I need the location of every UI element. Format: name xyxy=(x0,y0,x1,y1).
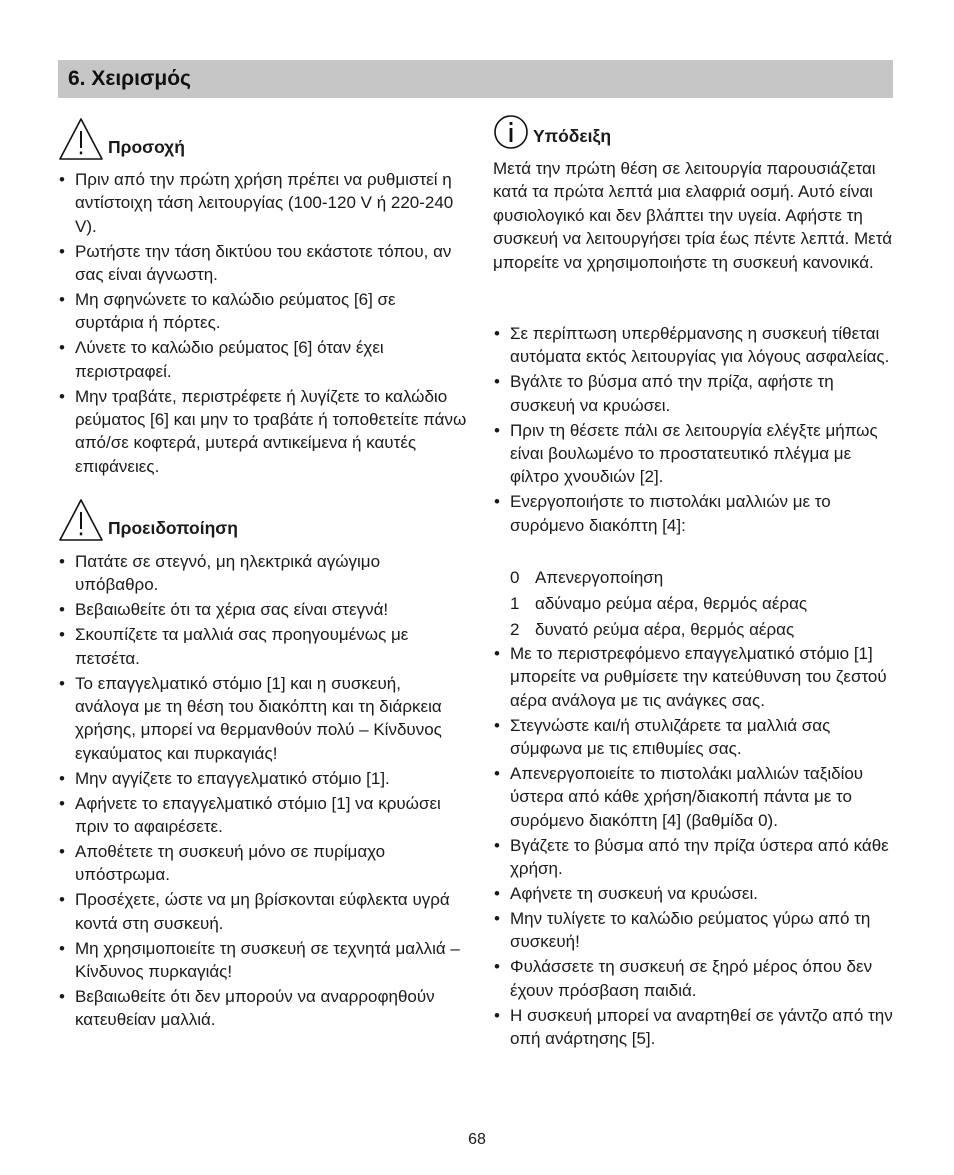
list-item: • Με το περιστρεφόμενο επαγγελματικό στόμιο [1] μπορείτε να ρυθμίσετε την κατεύθυνση του ζεστού αέρα ανάλογα με τις ανάγκες σας. xyxy=(493,642,898,712)
list-item: • Η συσκευή μπορεί να αναρτηθεί σε γάντζο από την οπή ανάρτησης [5]. xyxy=(493,1004,898,1051)
list-item: • Πριν τη θέσετε πάλι σε λειτουργία ελέγξτε μήπως είναι βουλωμένο το προστατευτικό πλέγμα με φίλτρο χνουδιών [2]. xyxy=(493,419,898,489)
list-item: • Ρωτήστε την τάση δικτύου του εκάστοτε τόπου, αν σας είναι άγνωστη. xyxy=(58,240,468,287)
list-item: • Βγάλτε το βύσμα από την πρίζα, αφήστε τη συσκευή να κρυώσει. xyxy=(493,370,898,417)
list-item: • Πατάτε σε στεγνό, μη ηλεκτρικά αγώγιμο υπόβαθρο. xyxy=(58,550,468,597)
list-item: • Μην τραβάτε, περιστρέφετε ή λυγίζετε το καλώδιο ρεύματος [6] και μην το τραβάτε ή τοποθετείτε πάνω από/σε κοφτερά, μυτερά αντικείμενα ή καυτές επιφάνειες. xyxy=(58,385,468,479)
note-list-continued xyxy=(493,642,898,1052)
page-number: 68 xyxy=(468,1131,486,1148)
list-item: • Πριν από την πρώτη χρήση πρέπει να ρυθμιστεί η αντίστοιχη τάση λειτουργίας (100-120 V ή 220-240 V). xyxy=(58,168,468,238)
warning-heading xyxy=(58,498,238,542)
note-list xyxy=(493,322,898,539)
list-item: • Μη χρησιμοποιείτε τη συσκευή σε τεχνητά μαλλιά – Κίνδυνος πυρκαγιάς! xyxy=(58,937,468,984)
list-item: • Μην αγγίζετε το επαγγελματικό στόμιο [1]. xyxy=(58,767,468,790)
list-item: • Αφήνετε τη συσκευή να κρυώσει. xyxy=(493,882,898,905)
list-item: • Το επαγγελματικό στόμιο [1] και η συσκευή, ανάλογα με τη θέση του διακόπτη και τη διάρκεια χρήσης, μπορεί να θερμανθούν πολύ – Κίνδυνος εγκαύματος και πυρκαγιάς! xyxy=(58,672,468,766)
warning-list xyxy=(58,550,468,1033)
list-item: • Λύνετε το καλώδιο ρεύματος [6] όταν έχει περιστραφεί. xyxy=(58,336,468,383)
caution-heading xyxy=(58,117,185,161)
switch-position-item: 1 αδύναμο ρεύμα αέρα, θερμός αέρας xyxy=(510,593,808,613)
list-item: • Σκουπίζετε τα μαλλιά σας προηγουμένως με πετσέτα. xyxy=(58,623,468,670)
list-item: • Μην τυλίγετε το καλώδιο ρεύματος γύρω από τη συσκευή! xyxy=(493,907,898,954)
list-item: • Βγάζετε το βύσμα από την πρίζα ύστερα από κάθε χρήση. xyxy=(493,834,898,881)
warning-title: Προειδοποίηση xyxy=(108,517,238,538)
section-header xyxy=(58,60,893,98)
switch-positions-list xyxy=(510,566,900,644)
list-item: • Φυλάσσετε τη συσκευή σε ξηρό μέρος όπου δεν έχουν πρόσβαση παιδιά. xyxy=(493,955,898,1002)
list-item: • Σε περίπτωση υπερθέρμανσης η συσκευή τίθεται αυτόματα εκτός λειτουργίας για λόγους ασφαλείας. xyxy=(493,322,898,369)
list-item: • Μη σφηνώνετε το καλώδιο ρεύματος [6] σε συρτάρια ή πόρτες. xyxy=(58,288,468,335)
switch-position-item: 0 Απενεργοποίηση xyxy=(510,568,664,587)
list-item: • Αποθέτετε τη συσκευή μόνο σε πυρίμαχο υπόστρωμα. xyxy=(58,840,468,887)
list-item: • Αφήνετε το επαγγελματικό στόμιο [1] να κρυώσει πριν το αφαιρέσετε. xyxy=(58,792,468,839)
list-item: • Βεβαιωθείτε ότι δεν μπορούν να αναρροφηθούν κατευθείαν μαλλιά. xyxy=(58,985,468,1032)
warning-triangle-icon xyxy=(58,498,104,542)
list-item: • Στεγνώστε και/ή στυλιζάρετε τα μαλλιά σας σύμφωνα με τις επιθυμίες σας. xyxy=(493,714,898,761)
caution-list xyxy=(58,168,468,480)
list-item: • Απενεργοποιείτε το πιστολάκι μαλλιών ταξιδίου ύστερα από κάθε χρήση/διακοπή πάντα με το συρόμενο διακόπτη [4] (βαθμίδα 0). xyxy=(493,762,898,832)
caution-title: Προσοχή xyxy=(108,136,185,157)
note-heading xyxy=(493,114,611,150)
switch-position-item: 2 δυνατό ρεύμα αέρα, θερμός αέρας xyxy=(510,619,795,639)
note-intro: Μετά την πρώτη θέση σε λειτουργία παρουσιάζεται κατά τα πρώτα λεπτά μια ελαφριά οσμή. Αυτό είναι φυσιολογικό και δεν βλάπτει την υγεία. Αφήστε τη συσκευή να λειτουργήσει τρία έως πέντε λεπτά. Μετά μπορείτε να χρησιμοποιήστε τη συσκευή κανονικά. xyxy=(493,159,893,272)
list-item: • Προσέχετε, ώστε να μη βρίσκονται εύφλεκτα υγρά κοντά στη συσκευή. xyxy=(58,888,468,935)
warning-triangle-icon xyxy=(58,117,104,161)
section-title: 6. Χειρισμός xyxy=(68,67,191,90)
info-icon xyxy=(493,114,529,150)
note-title: Υπόδειξη xyxy=(533,125,612,146)
list-item: • Βεβαιωθείτε ότι τα χέρια σας είναι στεγνά! xyxy=(58,598,468,621)
list-item: • Ενεργοποιήστε το πιστολάκι μαλλιών με το συρόμενο διακόπτη [4]: xyxy=(493,490,898,537)
